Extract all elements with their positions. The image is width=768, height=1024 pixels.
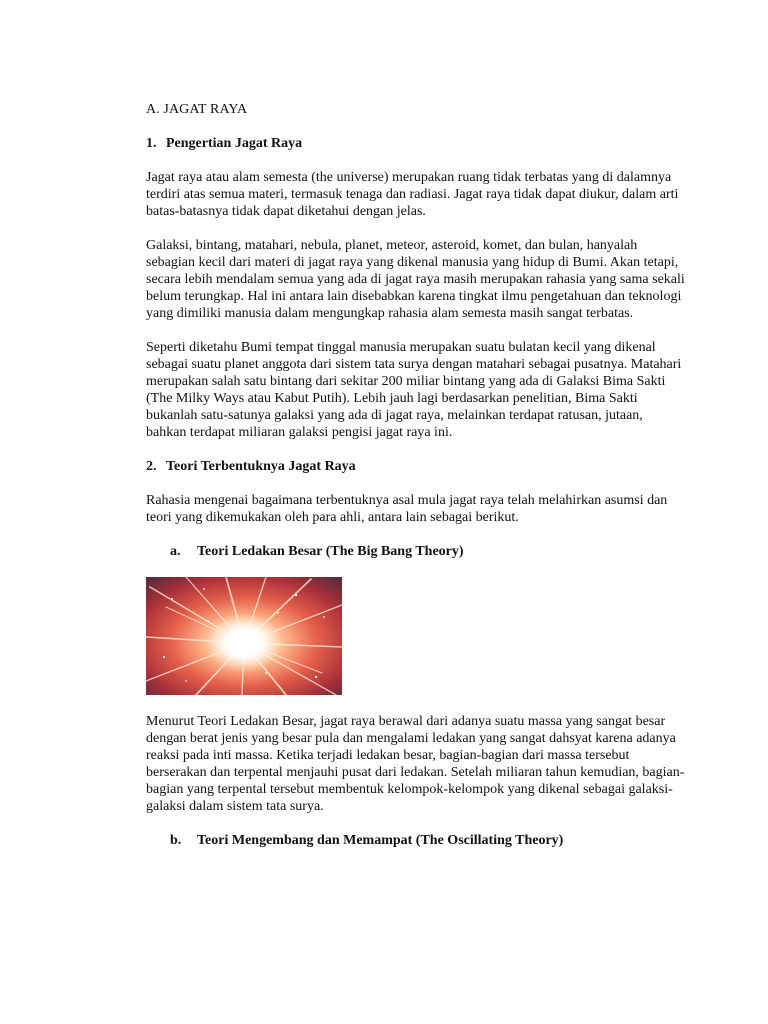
document-page — [146, 101, 686, 866]
theory-b-title: Teori Mengembang dan Memampat (The Oscillating Theory) — [197, 833, 564, 848]
section-2-heading — [146, 458, 686, 475]
section-2-title: Teori Terbentuknya Jagat Raya — [166, 459, 356, 474]
theory-b-letter: b. — [170, 833, 182, 848]
paragraph: Seperti diketahu Bumi tempat tinggal manusia merupakan suatu bulatan kecil yang dikenal sebagai suatu planet anggota dari sistem tata surya dengan matahari sebagai pusatnya. Matahari merupakan salah satu bintang dari sekitar 200 miliar bintang yang ada di Galaksi Bima Sakti (The Milky Ways atau Kabut Putih). Lebih jauh lagi berdasarkan penelitian, Bima Sakti bukanlah satu-satunya galaksi yang ada di jagat raya, melainkan terdapat ratusan, jutaan, bahkan terdapat miliaran galaksi pengisi jagat raya ini. — [146, 340, 682, 440]
paragraph: Jagat raya atau alam semesta (the universe) merupakan ruang tidak terbatas yang di dalamnya terdiri atas semua materi, termasuk tenaga dan radiasi. Jagat raya tidak dapat diukur, dalam arti batas-batasnya tidak dapat diketahui dengan jelas. — [146, 170, 679, 219]
big-bang-explosion-image — [146, 577, 342, 695]
section-1-title: Pengertian Jagat Raya — [166, 136, 303, 151]
section-1-number: 1. — [146, 136, 157, 151]
theory-a-heading — [170, 543, 686, 560]
section-2-number: 2. — [146, 459, 157, 474]
section-1-heading — [146, 135, 686, 152]
paragraph: Galaksi, bintang, matahari, nebula, planet, meteor, asteroid, komet, dan bulan, hanyalah sebagian kecil dari materi di jagat raya yang dikenal manusia yang hidup di Bumi. Akan tetapi, secara lebih mendalam semua yang ada di jagat raya masih merupakan rahasia yang sama sekali belum terungkap. Hal ini antara lain disebabkan karena tingkat ilmu pengetahuan dan teknologi yang dimiliki manusia dalam mengungkap rahasia alam semesta masih sangat terbatas. — [146, 238, 685, 321]
theory-a-letter: a. — [170, 544, 181, 559]
paragraph: Menurut Teori Ledakan Besar, jagat raya berawal dari adanya suatu massa yang sangat besar dengan berat jenis yang besar pula dan mengalami ledakan yang sangat dahsyat karena adanya reaksi pada inti massa. Ketika terjadi ledakan besar, bagian-bagian dari massa tersebut berserakan dan terpental menjauhi pusat dari ledakan. Setelah miliaran tahun kemudian, bagian-bagian yang terpental tersebut membentuk kelompok-kelompok yang dikenal sebagai galaksi-galaksi dalam sistem tata surya. — [146, 714, 685, 814]
theory-a-title: Teori Ledakan Besar (The Big Bang Theory) — [197, 544, 464, 559]
section-a-heading: A. JAGAT RAYA — [146, 102, 248, 117]
paragraph: Rahasia mengenai bagaimana terbentuknya asal mula jagat raya telah melahirkan asumsi dan teori yang dikemukakan oleh para ahli, antara lain sebagai berikut. — [146, 493, 668, 525]
theory-b-heading — [170, 832, 686, 849]
